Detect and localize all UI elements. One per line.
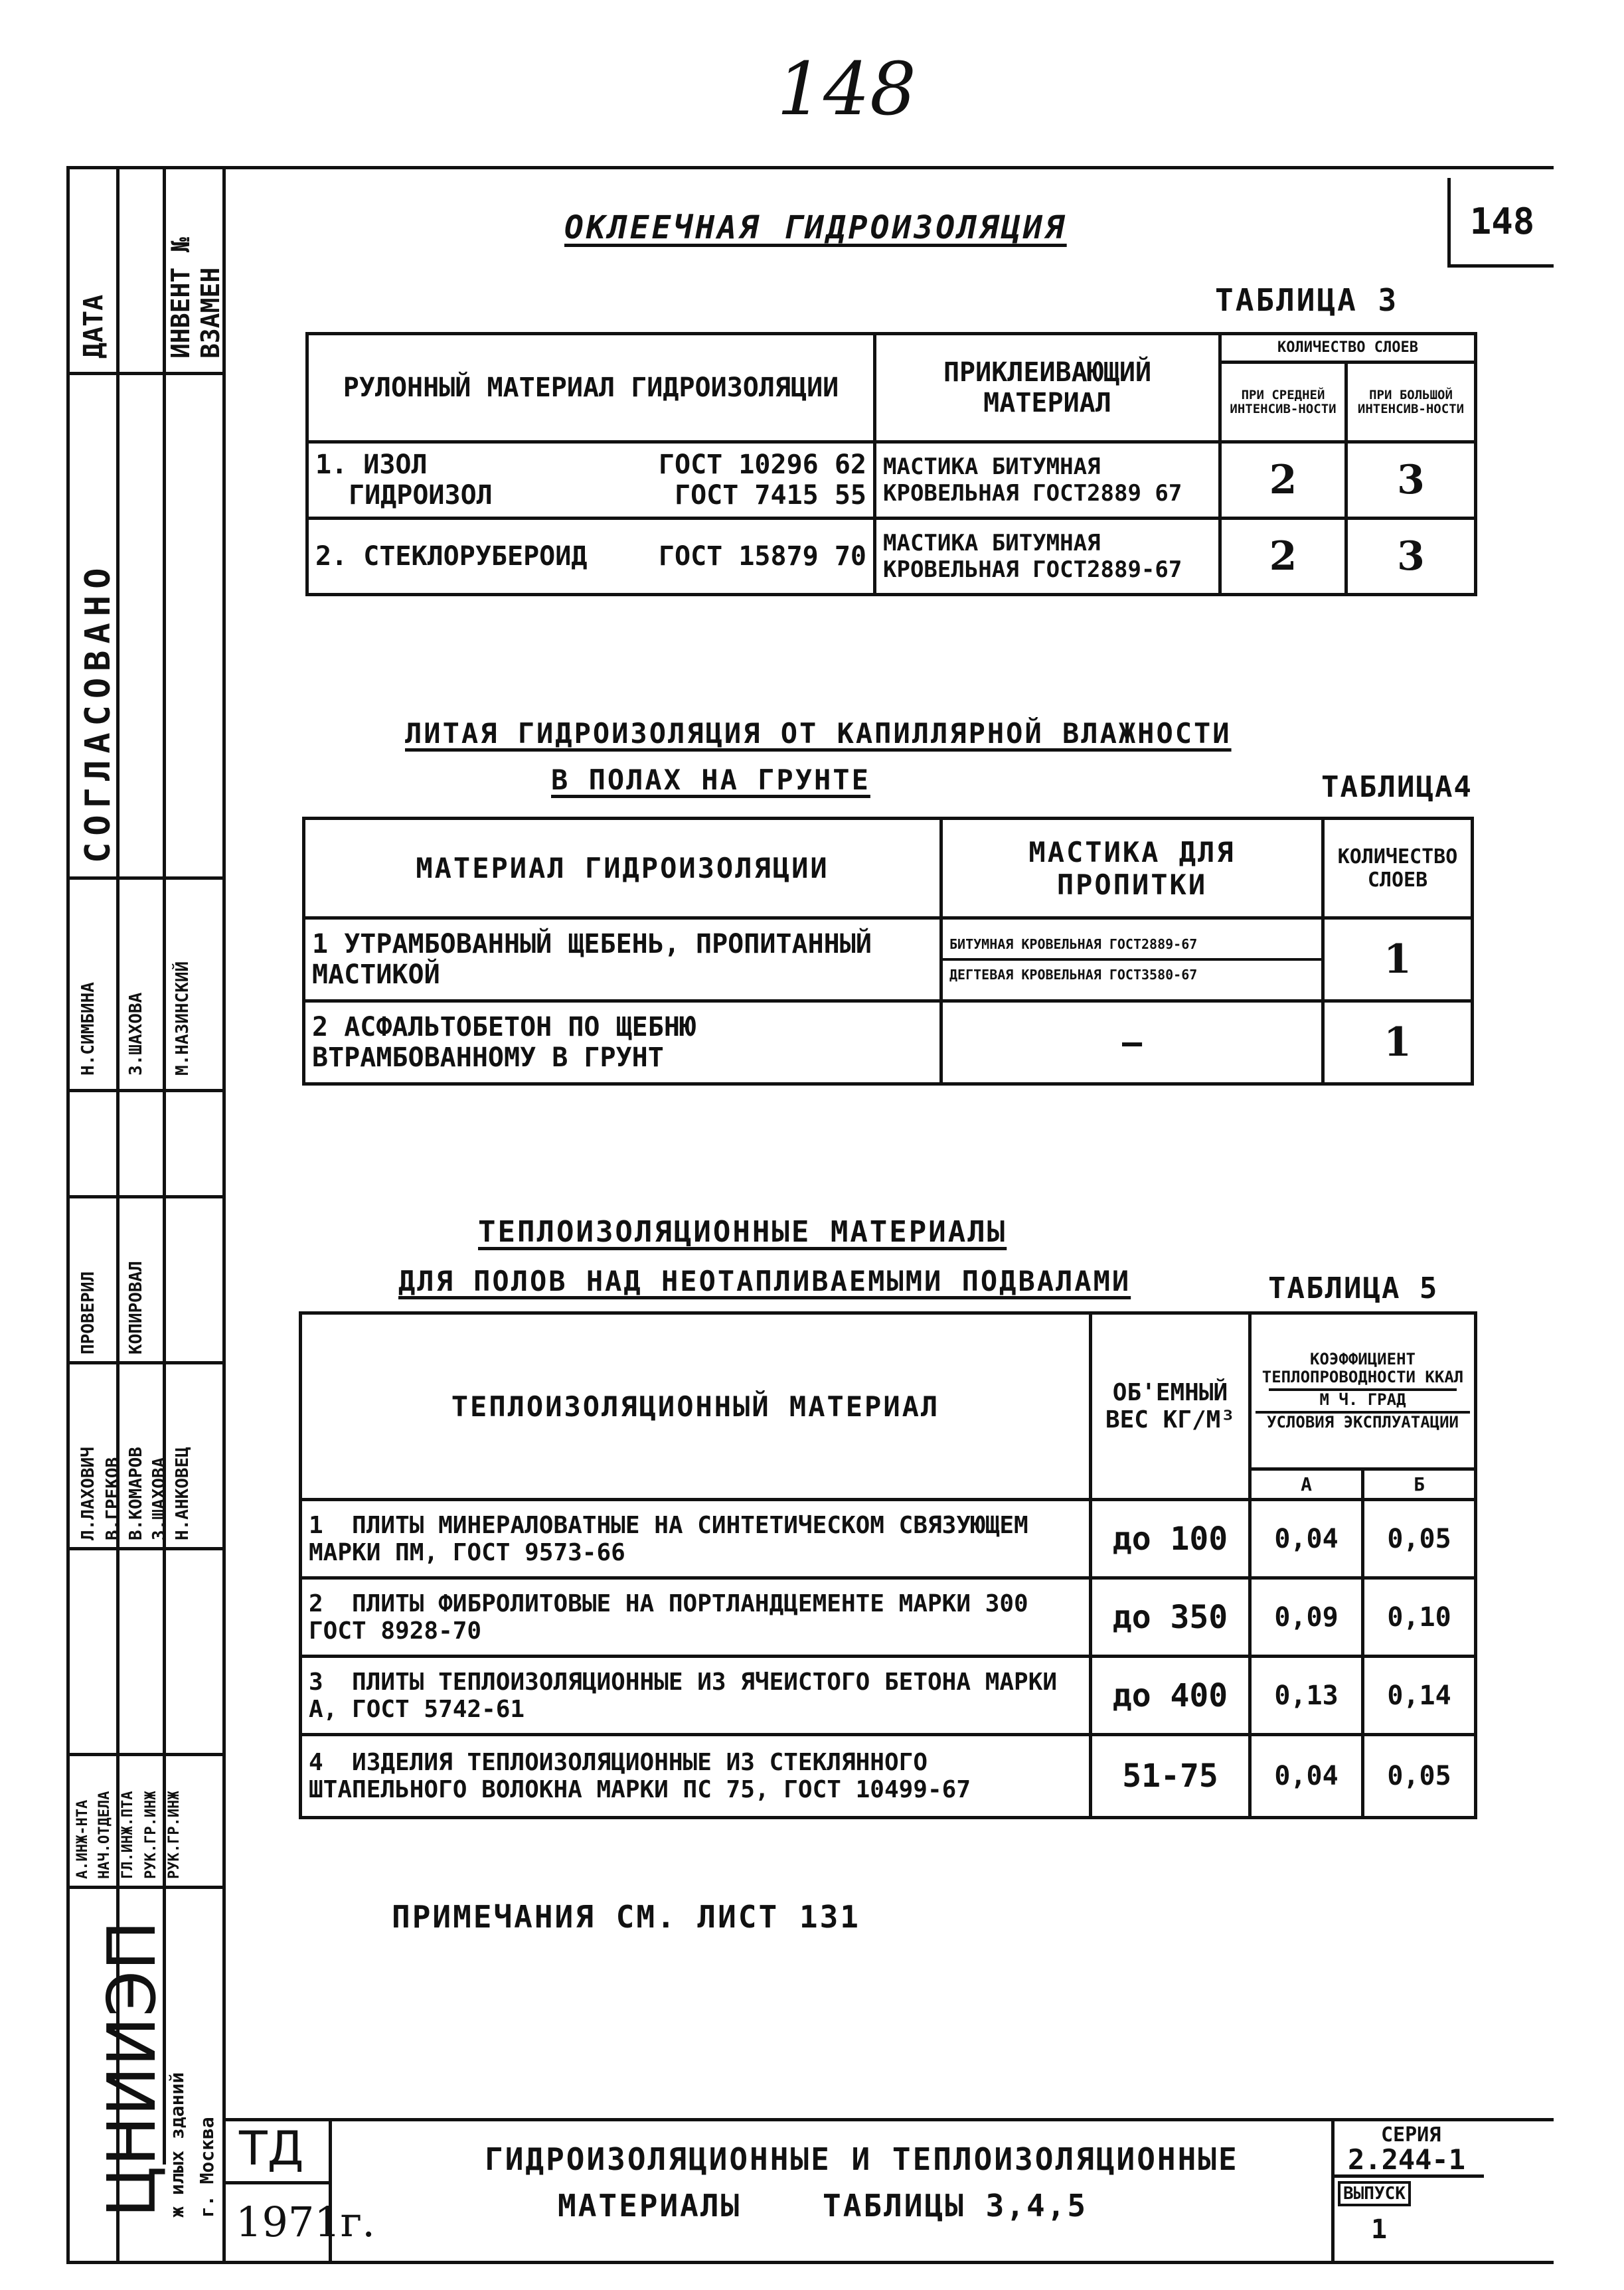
frame-bottom xyxy=(66,2261,1554,2264)
t4-row2-material: 2 АСФАЛЬТОБЕТОН ПО ЩЕБНЮ ВТРАМБОВАННОМУ В ГРУНТ xyxy=(304,1001,941,1084)
stamp-role-a: А.ИНЖ-НТА xyxy=(74,1799,91,1879)
frame-top xyxy=(66,166,1554,169)
handwritten-page-number: 148 xyxy=(777,46,916,131)
t5-row1-a: 0,04 xyxy=(1250,1500,1363,1578)
t3-row2-material: 2. СТЕКЛОРУБЕРОИД ГОСТ 15879 70 xyxy=(307,519,875,595)
t3-h-high: ПРИ БОЛЬШОЙ ИНТЕНСИВ-НОСТИ xyxy=(1346,363,1476,442)
stamp-name-1: Л.ЛАХОВИЧ xyxy=(78,1447,98,1540)
stamp-role-e: РУК.ГР.ИНЖ xyxy=(166,1791,183,1879)
strip-h-2 xyxy=(66,876,226,880)
table-3 xyxy=(305,332,1477,596)
t4-row2-mastic: — xyxy=(941,1001,1323,1084)
stamp-sign-3: М.НАЗИНСКИЙ xyxy=(173,961,193,1076)
t3-h-adhesive: ПРИКЛЕИВАЮЩИЙ МАТЕРИАЛ xyxy=(875,334,1220,442)
titleblock-title-2: МАТЕРИАЛЫ ТАБЛИЦЫ 3,4,5 xyxy=(558,2188,1088,2224)
table5-label: ТАБЛИЦА 5 xyxy=(1268,1271,1439,1305)
t5-row4-a: 0,04 xyxy=(1250,1735,1363,1818)
titleblock-code: ТД xyxy=(239,2121,304,2176)
t4-h-layers: КОЛИЧЕСТВО СЛОЕВ xyxy=(1323,819,1473,918)
org-name: ЦНИИЭП xyxy=(93,1920,171,2218)
table3-label: ТАБЛИЦА 3 xyxy=(1215,282,1399,318)
section3-title-1: ТЕПЛОИЗОЛЯЦИОННЫЕ МАТЕРИАЛЫ xyxy=(478,1215,1007,1249)
t3-row1-high: 3 xyxy=(1346,442,1476,519)
t5-row4-b: 0,05 xyxy=(1363,1735,1476,1818)
t3-row2-medium: 2 xyxy=(1220,519,1346,595)
stamp-date-label: ДАТА xyxy=(78,294,109,359)
frame-left xyxy=(66,166,70,2264)
strip-h-7 xyxy=(66,1753,226,1756)
issue-label: ВЫПУСК xyxy=(1338,2181,1411,2206)
titleblock-code-sep xyxy=(226,2181,332,2184)
stamp-name-2: В.ГРЕКОВ xyxy=(103,1457,123,1540)
series-label: СЕРИЯ xyxy=(1381,2123,1441,2147)
t5-h-a: А xyxy=(1250,1469,1363,1500)
section2-title-1: ЛИТАЯ ГИДРОИЗОЛЯЦИЯ ОТ КАПИЛЛЯРНОЙ ВЛАЖНОСТИ xyxy=(405,717,1232,750)
stamp-role-1: ПРОВЕРИЛ xyxy=(78,1271,98,1354)
section2-title-2: В ПОЛАХ НА ГРУНТЕ xyxy=(551,764,870,796)
stamp-role-b: НАЧ.ОТДЕЛА xyxy=(96,1791,113,1879)
issue-value: 1 xyxy=(1371,2214,1388,2245)
titleblock-top xyxy=(226,2118,1554,2121)
stamp-sign-1: Н.СИМБИНА xyxy=(78,982,98,1076)
stamp-inv-label: ИНВЕНТ № xyxy=(166,236,195,359)
stamp-sign-2: З.ШАХОВА xyxy=(126,992,146,1076)
t5-row1-material: 1 ПЛИТЫ МИНЕРАЛОВАТНЫЕ НА СИНТЕТИЧЕСКОМ СВЯЗУЮЩЕМ МАРКИ ПМ, ГОСТ 9573-66 xyxy=(301,1500,1091,1578)
series-value: 2.244-1 xyxy=(1348,2143,1466,2176)
stamp-name-5: Н.АНКОВЕЦ xyxy=(173,1447,193,1540)
titleblock-year: 1971г. xyxy=(236,2198,375,2246)
t5-row3-a: 0,13 xyxy=(1250,1657,1363,1735)
t5-row3-b: 0,14 xyxy=(1363,1657,1476,1735)
sheet-number-box xyxy=(1447,178,1554,268)
t3-row2-high: 3 xyxy=(1346,519,1476,595)
strip-divider-3 xyxy=(222,166,226,2264)
t5-row2-weight: до 350 xyxy=(1091,1578,1250,1657)
t5-row2-b: 0,10 xyxy=(1363,1578,1476,1657)
stamp-name-3: В.КОМАРОВ xyxy=(126,1447,146,1540)
titleblock-div-2 xyxy=(1331,2118,1335,2264)
t3-row1-adhesive: МАСТИКА БИТУМНАЯ КРОВЕЛЬНАЯ ГОСТ2889 67 xyxy=(875,442,1220,519)
strip-h-8 xyxy=(66,1886,226,1889)
t3-h-material: РУЛОННЫЙ МАТЕРИАЛ ГИДРОИЗОЛЯЦИИ xyxy=(307,334,875,442)
org-sub-2: г. Москва xyxy=(196,2117,218,2218)
t5-row1-weight: до 100 xyxy=(1091,1500,1250,1578)
t4-row1-mastic: БИТУМНАЯ КРОВЕЛЬНАЯ ГОСТ2889-67 ДЕГТЕВАЯ КРОВЕЛЬНАЯ ГОСТ3580-67 xyxy=(941,918,1323,1001)
org-sub-1: ж илых зданий xyxy=(166,2072,188,2218)
note-text: ПРИМЕЧАНИЯ СМ. ЛИСТ 131 xyxy=(392,1899,860,1935)
stamp-role-d: РУК.ГР.ИНЖ xyxy=(143,1791,159,1879)
t5-h-b: Б xyxy=(1363,1469,1476,1500)
stamp-agreed: СОГЛАСОВАНО xyxy=(78,561,118,863)
titleblock-title-1: ГИДРОИЗОЛЯЦИОННЫЕ И ТЕПЛОИЗОЛЯЦИОННЫЕ xyxy=(485,2141,1239,2177)
strip-h-4 xyxy=(66,1195,226,1198)
t5-h-weight: ОБ'ЕМНЫЙ ВЕС КГ/М³ xyxy=(1091,1313,1250,1500)
strip-h-5 xyxy=(66,1361,226,1364)
t3-row2-adhesive: МАСТИКА БИТУМНАЯ КРОВЕЛЬНАЯ ГОСТ2889-67 xyxy=(875,519,1220,595)
strip-h-6 xyxy=(66,1547,226,1550)
t5-row2-a: 0,09 xyxy=(1250,1578,1363,1657)
t5-row4-material: 4 ИЗДЕЛИЯ ТЕПЛОИЗОЛЯЦИОННЫЕ ИЗ СТЕКЛЯННОГО ШТАПЕЛЬНОГО ВОЛОКНА МАРКИ ПС 75, ГОСТ 10499-67 xyxy=(301,1735,1091,1818)
t5-h-coef: КОЭФФИЦИЕНТ ТЕПЛОПРОВОДНОСТИ ККАЛ М Ч. ГРАД УСЛОВИЯ ЭКСПЛУАТАЦИИ xyxy=(1250,1313,1476,1469)
table-5 xyxy=(299,1311,1477,1819)
t5-h-material: ТЕПЛОИЗОЛЯЦИОННЫЙ МАТЕРИАЛ xyxy=(301,1313,1091,1500)
table4-label: ТАБЛИЦА4 xyxy=(1321,770,1473,804)
sheet-number: 148 xyxy=(1469,200,1535,242)
section1-title: ОКЛЕЕЧНАЯ ГИДРОИЗОЛЯЦИЯ xyxy=(564,209,1067,246)
t4-h-mastic: МАСТИКА ДЛЯ ПРОПИТКИ xyxy=(941,819,1323,918)
t5-row3-weight: до 400 xyxy=(1091,1657,1250,1735)
t4-h-material: МАТЕРИАЛ ГИДРОИЗОЛЯЦИИ xyxy=(304,819,941,918)
t5-row1-b: 0,05 xyxy=(1363,1500,1476,1578)
t4-row2-layers: 1 xyxy=(1323,1001,1473,1084)
t4-row1-material: 1 УТРАМБОВАННЫЙ ЩЕБЕНЬ, ПРОПИТАННЫЙ МАСТИКОЙ xyxy=(304,918,941,1001)
section3-title-2: ДЛЯ ПОЛОВ НАД НЕОТАПЛИВАЕМЫМИ ПОДВАЛАМИ xyxy=(398,1265,1131,1297)
t5-row2-material: 2 ПЛИТЫ ФИБРОЛИТОВЫЕ НА ПОРТЛАНДЦЕМЕНТЕ МАРКИ 300 ГОСТ 8928-70 xyxy=(301,1578,1091,1657)
t3-h-medium: ПРИ СРЕДНЕЙ ИНТЕНСИВ-НОСТИ xyxy=(1220,363,1346,442)
strip-h-1 xyxy=(66,372,226,375)
t4-row1-layers: 1 xyxy=(1323,918,1473,1001)
t5-row4-weight: 51-75 xyxy=(1091,1735,1250,1818)
stamp-role-c: ГЛ.ИНЖ.ПТА xyxy=(120,1791,136,1879)
stamp-role-2: КОПИРОВАЛ xyxy=(126,1261,146,1354)
t3-row1-material: 1. ИЗОЛ ГОСТ 10296 62 ГИДРОИЗОЛ ГОСТ 7415 55 xyxy=(307,442,875,519)
t3-h-layers: КОЛИЧЕСТВО СЛОЕВ xyxy=(1220,334,1476,363)
strip-h-3 xyxy=(66,1089,226,1092)
table-4 xyxy=(302,817,1474,1086)
stamp-replace-label: ВЗАМЕН xyxy=(196,267,225,359)
t5-row3-material: 3 ПЛИТЫ ТЕПЛОИЗОЛЯЦИОННЫЕ ИЗ ЯЧЕИСТОГО БЕТОНА МАРКИ А, ГОСТ 5742-61 xyxy=(301,1657,1091,1735)
stamp-name-4: З.ШАХОВА xyxy=(149,1457,169,1540)
t3-row1-medium: 2 xyxy=(1220,442,1346,519)
